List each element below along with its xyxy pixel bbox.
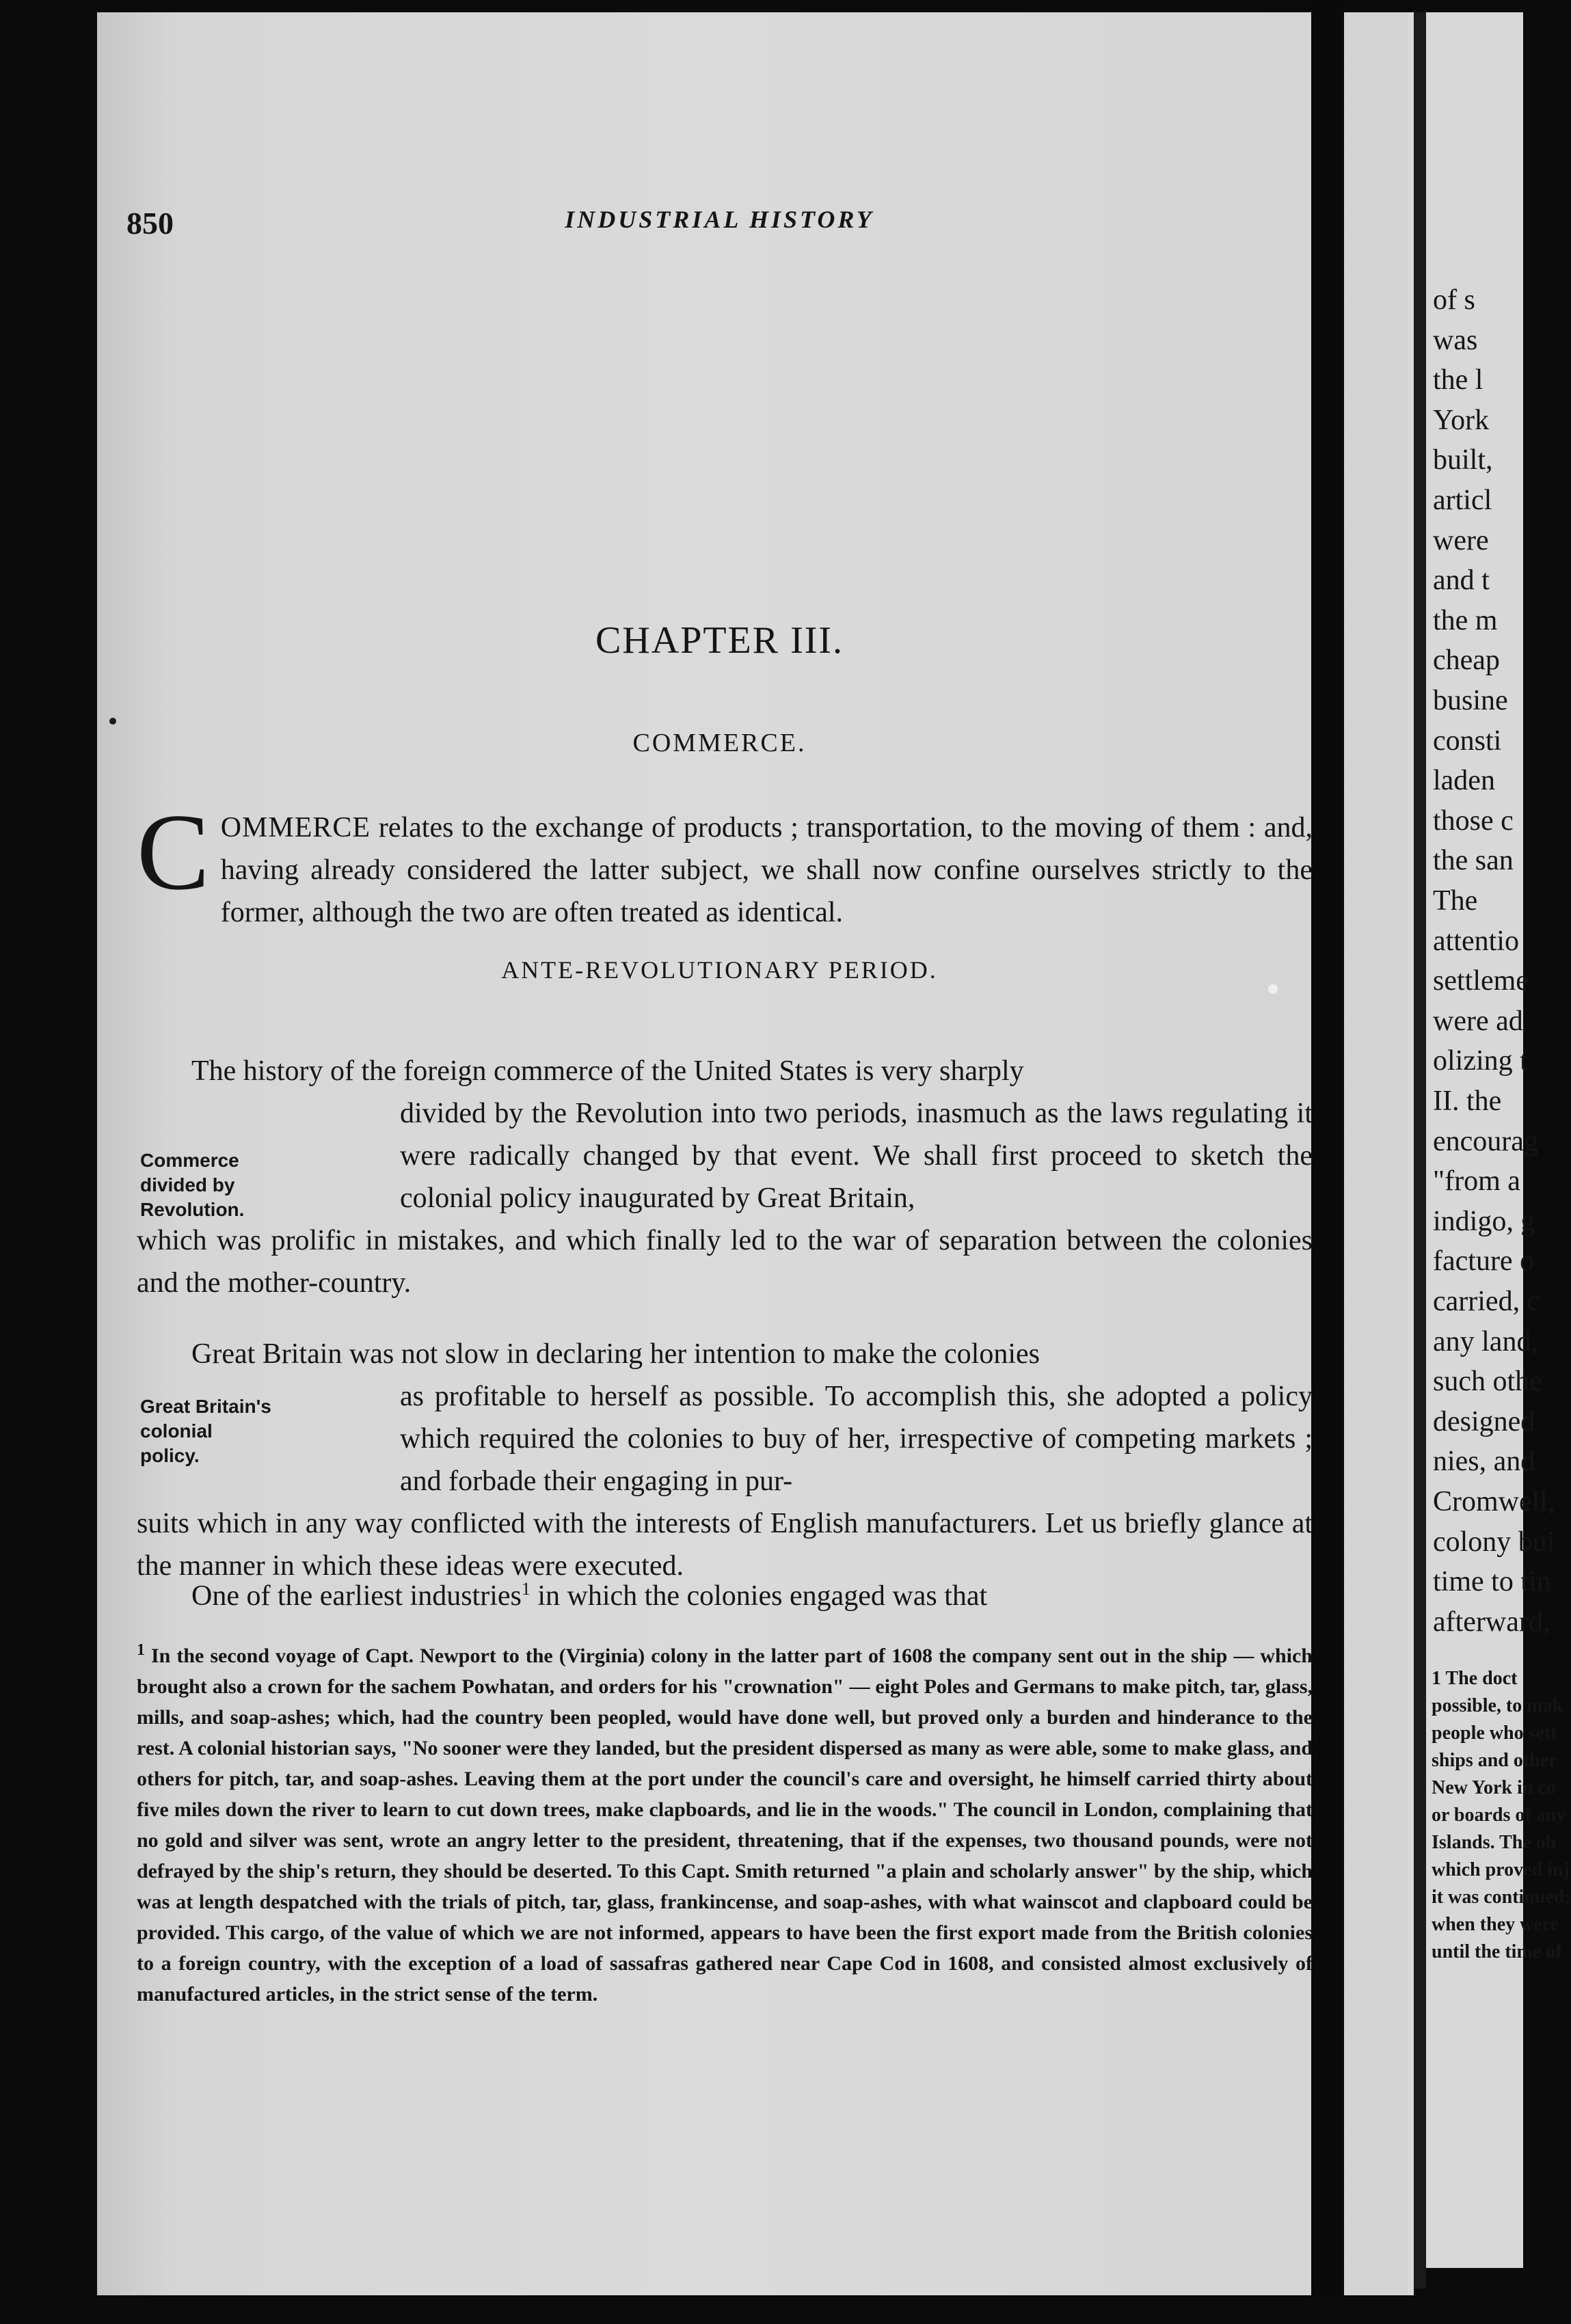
facing-page-line: consti: [1433, 725, 1502, 757]
footnote-text: In the second voyage of Capt. Newport to the (Virginia) colony in the latter part of 1608 the company sent out in the ship — which brought also a crown for the sachem Powhatan, and orders for his "crownation" — eight Poles and Germans to make pitch, tar, glass, mills, and soap-ashes; which, had the country been peopled, would have done well, but proved only a burden and hinderance to the rest. A colonial historian says, "No sooner were they landed, but the president dispersed as many as were able, some to make glass, and others for pitch, tar, and soap-ashes. Leaving them at the port under the council's care and oversight, he himself carried thirty about five miles down the river to learn to cut down trees, make clapboards, and lie in the woods." The council in London, complaining that no gold and silver was sent, wrote an angry letter to the president, threatening, that if the expenses, two thousand pounds, were not defrayed by the ship's return, they should be deserted. To this Capt. Smith returned "a plain and scholarly answer" by the ship, which was at length despatched with the trials of pitch, tar, glass, frankincense, and soap-ashes, with what wainscot and clapboard could be provided. This cargo, of the value of which we are not informed, appears to have been the first export made from the British colonies to a foreign country, with the exception of a load of sassafras gathered near Cape Cod in 1608, and consisted almost exclusively of manufactured articles, in the strict sense of the term.: [137, 1645, 1313, 2005]
facing-page-line: designed: [1433, 1405, 1535, 1437]
facing-page-line: afterward,: [1433, 1606, 1550, 1638]
intro-text: relates to the exchange of products ; transportation, to the moving of them : and, having already considered the latter subject, we shall now confine ourselves strictly to the former, although the two are often treated as identical.: [220, 812, 1313, 928]
scan-speck: [109, 718, 116, 725]
facing-page-footnote-line: until the time of: [1432, 1941, 1562, 1962]
facing-page-footnote-line: it was continued;: [1432, 1887, 1571, 1908]
paragraph-line: Great Britain was not slow in declaring her intention to make the colonies: [191, 1338, 1040, 1370]
facing-page-footnote-line: ships and other: [1432, 1750, 1557, 1771]
facing-page-line: of s: [1433, 284, 1475, 316]
paragraph-text: in which the colonies engaged was that: [530, 1580, 988, 1612]
facing-page-line: encourag: [1433, 1125, 1538, 1157]
facing-page-footnote-line: possible, to mak: [1432, 1695, 1563, 1716]
facing-page-line: nies, and: [1433, 1446, 1535, 1478]
paragraph-text: One of the earliest industries: [191, 1580, 522, 1612]
footnote-reference[interactable]: 1: [521, 1579, 531, 1599]
facing-page-line: any land,: [1433, 1325, 1538, 1357]
intro-lead-word: OMMERCE: [220, 812, 371, 843]
intro-paragraph: [137, 791, 1313, 934]
facing-page-line: cheap: [1433, 645, 1500, 677]
scan-speck: [1268, 984, 1278, 994]
facing-page-footnote-line: New York in co: [1432, 1777, 1556, 1798]
paragraph-colonial-policy: [137, 1333, 1313, 1587]
page-edge: [1414, 12, 1426, 2288]
page-header: [126, 205, 1313, 246]
footnote-mark: 1: [137, 1641, 145, 1659]
margin-note-colonial-policy: Great Britain's colonial policy.: [140, 1396, 271, 1466]
chapter-title: CHAPTER III.: [595, 619, 844, 662]
page-number: 850: [126, 206, 174, 241]
running-head: INDUSTRIAL HISTORY: [565, 206, 874, 233]
facing-page-line: carried, c: [1433, 1286, 1540, 1317]
facing-page-footnote-line: people who sett: [1432, 1722, 1557, 1744]
facing-page-line: Cromwell,: [1433, 1486, 1555, 1517]
facing-page-footnote-line: Islands. The ob: [1432, 1832, 1557, 1853]
margin-note-commerce: Commerce divided by Revolution.: [140, 1150, 245, 1220]
facing-page-line: facture o: [1433, 1245, 1535, 1278]
chapter-subtitle: COMMERCE.: [632, 729, 807, 757]
facing-page-line: busine: [1433, 685, 1508, 716]
section-heading: ANTE-REVOLUTIONARY PERIOD.: [501, 956, 938, 984]
paragraph-industries: [137, 1575, 1313, 1617]
facing-page-line: such othe: [1433, 1366, 1542, 1398]
facing-page-line: attentio: [1433, 925, 1519, 957]
facing-page-line: were ad: [1433, 1005, 1523, 1037]
facing-page-line: indigo, g: [1433, 1205, 1535, 1237]
paragraph-revolution: [137, 1050, 1313, 1304]
facing-page-line: laden: [1433, 765, 1495, 797]
facing-page-line: "from a: [1433, 1165, 1520, 1198]
facing-page-line: those c: [1433, 805, 1514, 837]
facing-page-line: was: [1433, 324, 1478, 356]
drop-cap: C: [137, 791, 210, 913]
facing-page-line: the san: [1433, 845, 1514, 877]
facing-page-line: olizing t: [1433, 1045, 1528, 1077]
paragraph-tail: which was prolific in mistakes, and which finally led to the war of separation between the colonies and the mother-country.: [137, 1225, 1313, 1299]
footnote: [137, 1640, 1313, 2010]
facing-page-line: built,: [1433, 444, 1493, 476]
paragraph-tail: suits which in any way conflicted with the interests of English manufacturers. Let us briefly glance at the manner in which these ideas were executed.: [137, 1508, 1313, 1582]
facing-page-footnote-line: which proved inj: [1432, 1859, 1570, 1880]
facing-page-footnote-line: or boards of any: [1432, 1805, 1566, 1826]
facing-page-line: the m: [1433, 604, 1498, 636]
facing-page-line: The: [1433, 885, 1478, 917]
facing-page-footnote-line: when they were: [1432, 1914, 1559, 1935]
facing-page-line: York: [1433, 404, 1490, 436]
paragraph-hanging-text: as profitable to herself as possible. To accomplish this, she adopted a policy which required the colonies to buy of her, irrespective of competing markets ; and forbade their engaging in pur-: [400, 1381, 1313, 1497]
facing-page-line: settleme: [1433, 965, 1529, 997]
facing-page-line: and t: [1433, 565, 1490, 597]
paragraph-line: [137, 1575, 1313, 1617]
facing-page-line: colony bui: [1433, 1526, 1555, 1558]
facing-page-line: the l: [1433, 364, 1483, 396]
facing-page-footnote-line: 1 The doct: [1432, 1668, 1518, 1689]
facing-page-line: were: [1433, 524, 1489, 556]
paragraph-line: The history of the foreign commerce of the United States is very sharply: [191, 1055, 1024, 1087]
facing-page-line: time to tin: [1433, 1566, 1551, 1598]
facing-page-line: II. the: [1433, 1085, 1502, 1117]
paragraph-hanging-text: divided by the Revolution into two periods, inasmuch as the laws regulating it were radically changed by that event. We shall first proceed to sketch the colonial policy inaugurated by Great Britain,: [400, 1098, 1313, 1214]
book-gutter: [1311, 0, 1344, 2297]
facing-page-line: articl: [1433, 485, 1492, 516]
